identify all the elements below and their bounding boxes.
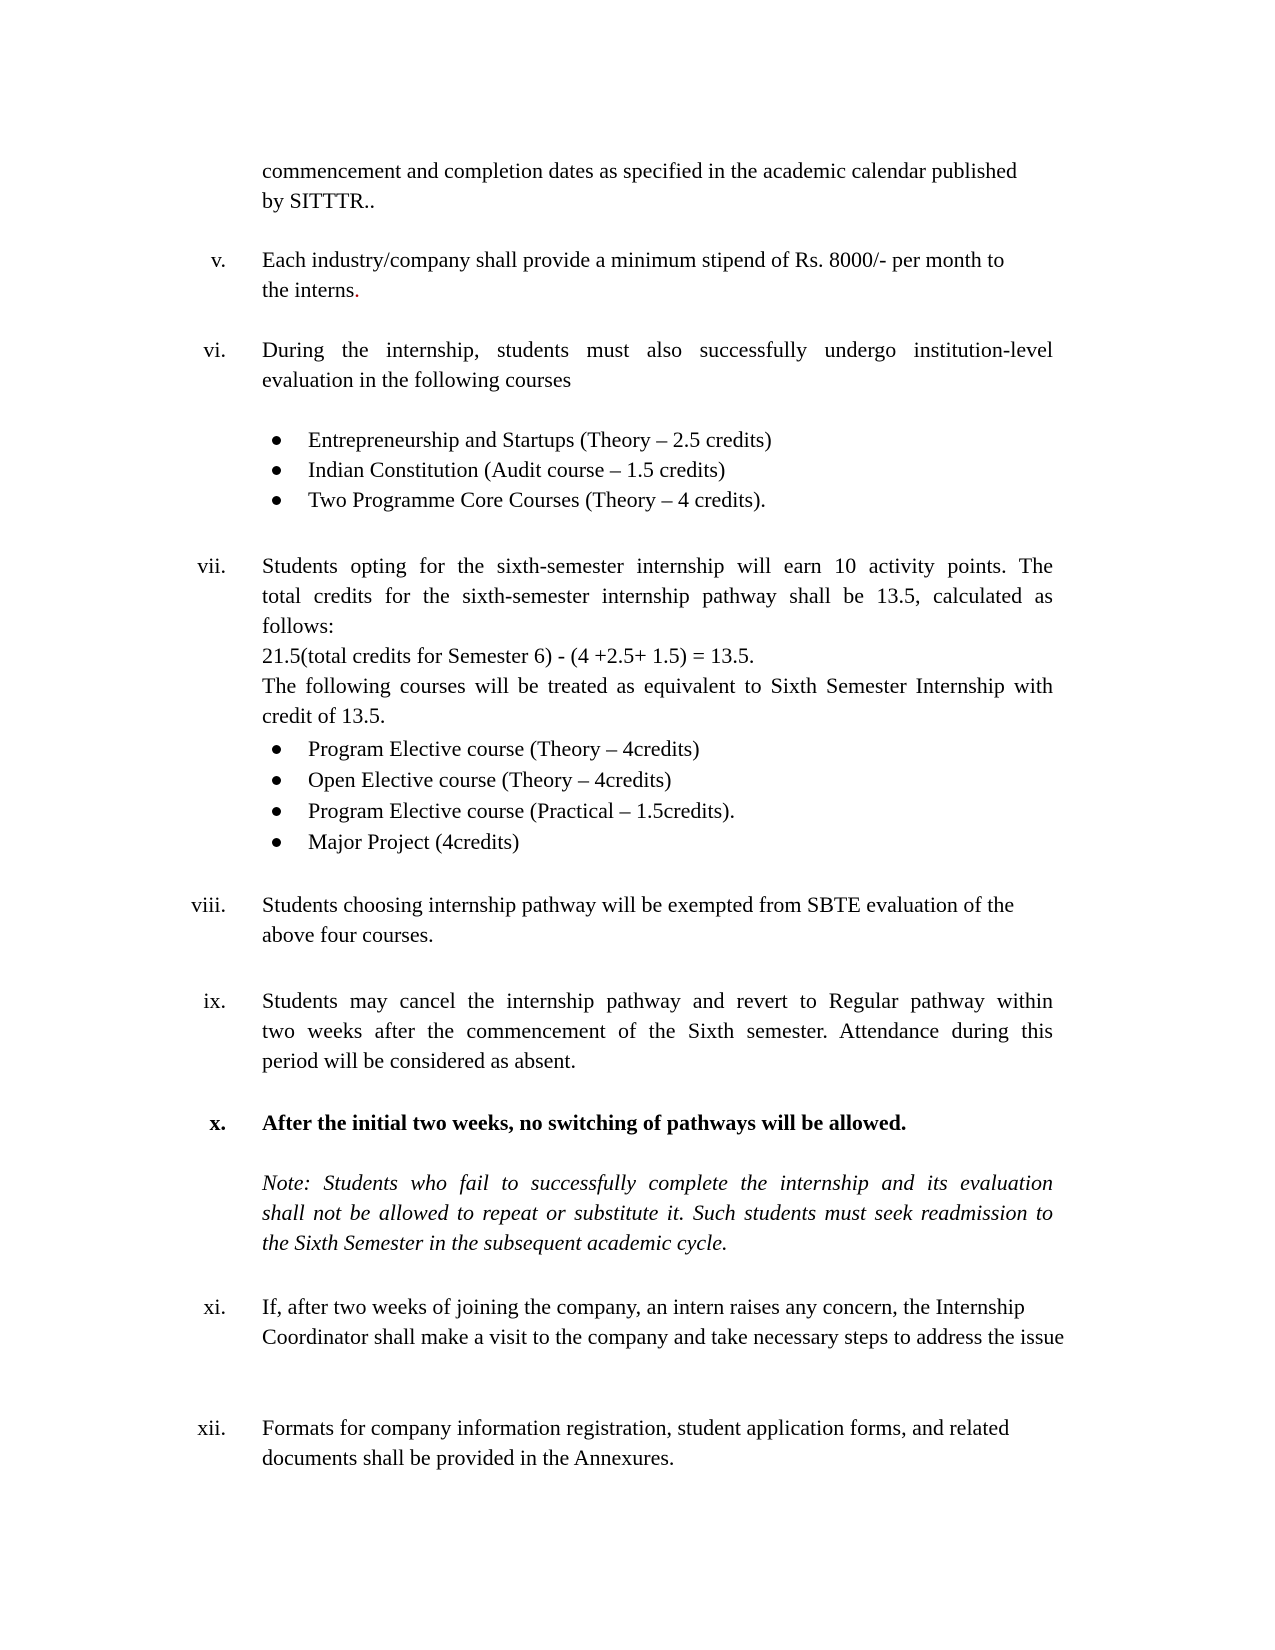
item-ix — [150, 986, 1091, 1076]
text-line-content: Formats for company information registration, student application forms, and related — [262, 1415, 1010, 1440]
text-line — [262, 1016, 1053, 1046]
text-line — [262, 641, 1053, 671]
text-line — [262, 275, 1053, 305]
bullet-text: Two Programme Core Courses (Theory – 4 credits). — [308, 487, 766, 512]
bullet-icon — [272, 466, 281, 475]
item-body — [262, 425, 1053, 515]
text-line-content: period will be considered as absent. — [262, 1048, 577, 1073]
item-marker: v. — [210, 247, 226, 272]
item-body — [262, 1413, 1053, 1473]
text-line-content: Students opting for the sixth-semester internship will earn 10 activity points. The — [262, 553, 1053, 578]
item-body — [262, 1168, 1053, 1258]
text-line — [262, 551, 1053, 581]
text-line — [262, 1443, 1053, 1473]
bullet-list-equivalent-courses — [150, 733, 1091, 857]
text-line-content: follows: — [262, 613, 335, 638]
bullet-item — [262, 733, 1053, 764]
text-line-content: the Sixth Semester in the subsequent academic cycle. — [262, 1230, 728, 1255]
item-body — [262, 551, 1053, 731]
paragraph-continuation — [150, 156, 1091, 216]
red-period: . — [354, 277, 360, 302]
item-v — [150, 245, 1091, 305]
bullet-icon — [272, 807, 281, 816]
text-line-content: documents shall be provided in the Annexures. — [262, 1445, 675, 1470]
item-body — [262, 245, 1053, 305]
text-line-content: The following courses will be treated as equivalent to Sixth Semester Internship with — [262, 673, 1053, 698]
text-line — [262, 890, 1053, 920]
text-line — [262, 671, 1053, 701]
item-marker: xi. — [203, 1294, 226, 1319]
item-marker: viii. — [191, 892, 226, 917]
item-vi — [150, 335, 1091, 395]
text-line-content: shall not be allowed to repeat or substitute it. Such students must seek readmission to — [262, 1200, 1053, 1225]
bullet-icon — [272, 838, 281, 847]
text-line-content: the interns — [262, 277, 355, 302]
text-line — [262, 701, 1053, 731]
item-body — [262, 1108, 1053, 1138]
bullet-text: Program Elective course (Practical – 1.5credits). — [308, 798, 736, 823]
text-line-content: credit of 13.5. — [262, 703, 386, 728]
text-line-content: During the internship, students must also successfully undergo institution-level — [262, 337, 1053, 362]
item-body — [262, 156, 1053, 216]
bullet-text: Major Project (4credits) — [308, 829, 520, 854]
text-line — [262, 365, 1053, 395]
text-line — [262, 335, 1053, 365]
text-line-content: 21.5(total credits for Semester 6) - (4 +2.5+ 1.5) = 13.5. — [262, 643, 755, 668]
text-line — [262, 245, 1053, 275]
note-paragraph — [150, 1168, 1091, 1258]
item-marker: x. — [209, 1110, 226, 1135]
text-line-content: by SITTTR.. — [262, 188, 376, 213]
text-line — [262, 1046, 1053, 1076]
text-line — [262, 581, 1053, 611]
bullet-text: Open Elective course (Theory – 4credits) — [308, 767, 672, 792]
text-line — [262, 1168, 1053, 1198]
text-line-content: above four courses. — [262, 922, 434, 947]
text-line — [262, 186, 1053, 216]
item-xi — [150, 1292, 1091, 1352]
bullet-item — [262, 485, 1053, 515]
text-line — [262, 986, 1053, 1016]
text-line — [262, 1198, 1053, 1228]
item-marker: vii. — [197, 553, 226, 578]
bullet-icon — [272, 776, 281, 785]
bullet-item — [262, 455, 1053, 485]
text-line-content: Each industry/company shall provide a minimum stipend of Rs. 8000/- per month to — [262, 247, 1005, 272]
item-marker: ix. — [203, 988, 226, 1013]
text-line — [262, 1108, 1053, 1138]
item-body — [262, 1292, 1065, 1352]
bullet-item — [262, 425, 1053, 455]
text-line-content: Note: Students who fail to successfully complete the internship and its evaluation — [262, 1170, 1053, 1195]
bullet-item — [262, 764, 1053, 795]
item-x — [150, 1108, 1091, 1138]
text-line-content: two weeks after the commencement of the Sixth semester. Attendance during this — [262, 1018, 1053, 1043]
bullet-item — [262, 826, 1053, 857]
text-line — [262, 1292, 1053, 1322]
text-line — [262, 156, 1053, 186]
item-body — [262, 733, 1053, 857]
text-line — [262, 1413, 1053, 1443]
item-viii — [150, 890, 1091, 950]
text-line-content: Students may cancel the internship pathway and revert to Regular pathway within — [262, 988, 1053, 1013]
item-xii — [150, 1413, 1091, 1473]
item-marker: vi. — [203, 337, 226, 362]
text-line — [262, 920, 1053, 950]
bullet-item — [262, 795, 1053, 826]
text-line — [262, 611, 1053, 641]
text-line-content: After the initial two weeks, no switching of pathways will be allowed. — [262, 1110, 907, 1135]
bullet-list-courses — [150, 425, 1091, 515]
bullet-icon — [272, 436, 281, 445]
text-line — [262, 1228, 1053, 1258]
text-line-content: commencement and completion dates as specified in the academic calendar published — [262, 158, 1018, 183]
bullet-text: Entrepreneurship and Startups (Theory – 2.5 credits) — [308, 427, 772, 452]
item-body — [262, 986, 1053, 1076]
item-marker: xii. — [197, 1415, 226, 1440]
bullet-icon — [272, 745, 281, 754]
bullet-text: Indian Constitution (Audit course – 1.5 credits) — [308, 457, 726, 482]
text-line-content: Coordinator shall make a visit to the company and take necessary steps to address the issue — [262, 1324, 1065, 1349]
bullet-text: Program Elective course (Theory – 4credits) — [308, 736, 700, 761]
text-line-content: total credits for the sixth-semester internship pathway shall be 13.5, calculated as — [262, 583, 1053, 608]
bullet-icon — [272, 496, 281, 505]
text-line-content: Students choosing internship pathway will be exempted from SBTE evaluation of the — [262, 892, 1015, 917]
text-line — [262, 1322, 1065, 1352]
item-vii — [150, 551, 1091, 731]
item-body — [262, 890, 1053, 950]
text-line-content: evaluation in the following courses — [262, 367, 572, 392]
text-line-content: If, after two weeks of joining the company, an intern raises any concern, the Internship — [262, 1294, 1025, 1319]
item-body — [262, 335, 1053, 395]
